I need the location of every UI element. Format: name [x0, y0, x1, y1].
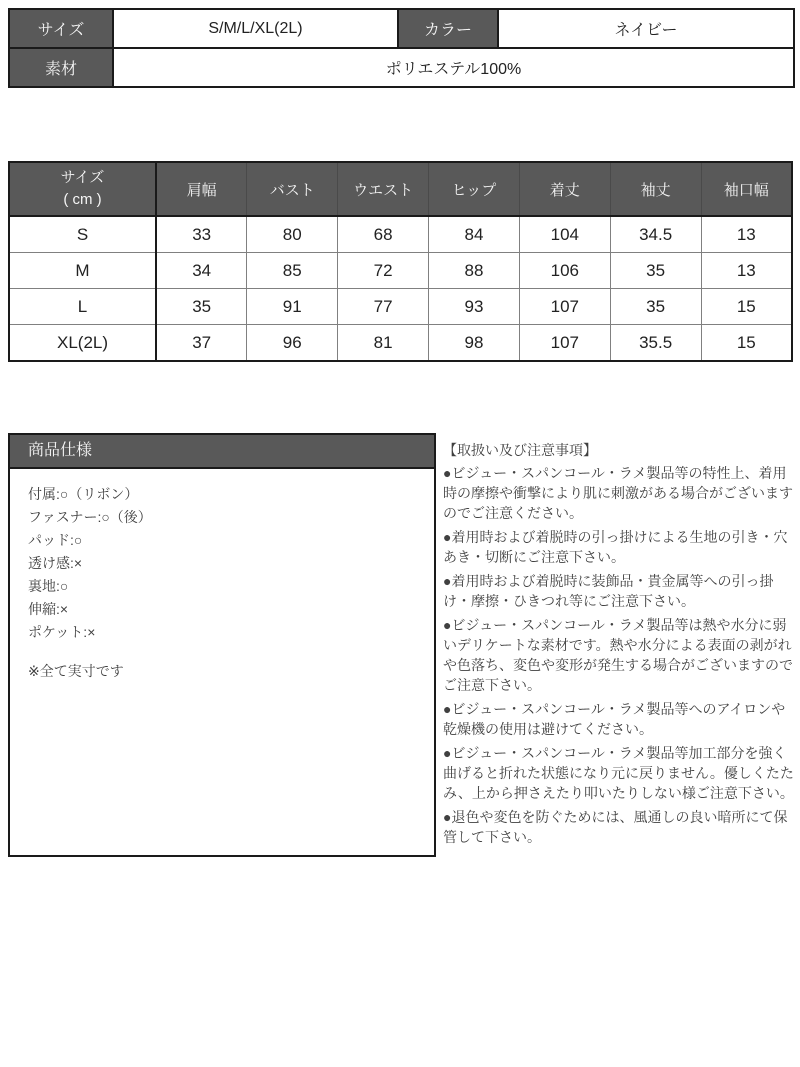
precaution-item: ●着用時および着脱時の引っ掛けによる生地の引き・穴あき・切断にご注意下さい。	[443, 529, 788, 565]
precaution-item: ●着用時および着脱時に装飾品・貴金属等への引っ掛け・摩擦・ひきつれ等にご注意下さい。	[443, 573, 774, 609]
cell: 93	[429, 289, 520, 325]
size-value-cell: S/M/L/XL(2L)	[113, 9, 398, 48]
cell: 107	[519, 289, 610, 325]
cell: 15	[701, 325, 792, 362]
size-unit-line2: ( cm )	[63, 191, 102, 208]
cell: 88	[429, 253, 520, 289]
cell: 107	[519, 325, 610, 362]
spec-item-pad: パッド:○	[28, 532, 83, 548]
header-bust: バスト	[247, 162, 338, 216]
cell: 77	[338, 289, 429, 325]
cell: 34	[156, 253, 247, 289]
color-label-cell: カラー	[398, 9, 498, 48]
cell: 91	[247, 289, 338, 325]
precaution-item: ●ビジュー・スパンコール・ラメ製品等加工部分を強く曲げると折れた状態になり元に戻りません。優しくたたみ、上から押さえたり叩いたりしない様ご注意下さい。	[443, 745, 794, 801]
product-info-table	[8, 8, 795, 88]
cell: 15	[701, 289, 792, 325]
size-unit-header-cell	[9, 162, 156, 216]
spec-item-sheerness: 透け感:×	[28, 555, 83, 571]
size-unit-line1: サイズ	[60, 169, 105, 187]
header-hip: ヒップ	[429, 162, 520, 216]
cell: 68	[338, 216, 429, 253]
cell: 106	[519, 253, 610, 289]
spec-item-pocket: ポケット:×	[28, 624, 96, 640]
precautions-title: 【取扱い及び注意事項】	[443, 442, 597, 458]
size-table-header-row	[9, 162, 792, 216]
material-value-cell: ポリエステル100%	[113, 48, 794, 87]
table-row	[9, 325, 792, 362]
cell: 98	[429, 325, 520, 362]
cell: 34.5	[610, 216, 701, 253]
spec-box-title: 商品仕様	[10, 435, 434, 469]
material-label-cell: 素材	[9, 48, 113, 87]
cell: 13	[701, 253, 792, 289]
size-xl-cell: XL(2L)	[9, 325, 156, 362]
precaution-item: ●ビジュー・スパンコール・ラメ製品等の特性上、着用時の摩擦や衝撃により肌に刺激がある場合がございますのでご注意ください。	[443, 465, 793, 521]
header-cuff-width: 袖口幅	[701, 162, 792, 216]
cell: 85	[247, 253, 338, 289]
cell: 37	[156, 325, 247, 362]
precautions-section	[443, 440, 794, 851]
cell: 104	[519, 216, 610, 253]
spec-item-stretch: 伸縮:×	[28, 601, 69, 617]
cell: 72	[338, 253, 429, 289]
size-label-cell: サイズ	[9, 9, 113, 48]
header-sleeve-length: 袖丈	[610, 162, 701, 216]
cell: 84	[429, 216, 520, 253]
spec-item-fastener: ファスナー:○（後）	[28, 509, 152, 525]
cell: 81	[338, 325, 429, 362]
size-m-cell: M	[9, 253, 156, 289]
info-row-size-color	[9, 9, 794, 48]
info-row-material	[9, 48, 794, 87]
cell: 35	[610, 253, 701, 289]
header-shoulder-width: 肩幅	[156, 162, 247, 216]
cell: 13	[701, 216, 792, 253]
table-row	[9, 253, 792, 289]
product-spec-box	[8, 433, 436, 857]
size-l-cell: L	[9, 289, 156, 325]
size-measurement-table	[8, 161, 793, 362]
size-s-cell: S	[9, 216, 156, 253]
cell: 35	[156, 289, 247, 325]
color-value-cell: ネイビー	[498, 9, 794, 48]
spec-box-body	[10, 469, 434, 697]
spec-item-lining: 裏地:○	[28, 578, 69, 594]
table-row	[9, 289, 792, 325]
precaution-item: ●ビジュー・スパンコール・ラメ製品等へのアイロンや乾燥機の使用は避けてください。	[443, 701, 786, 737]
precaution-item: ●退色や変色を防ぐためには、風通しの良い暗所にて保管して下さい。	[443, 809, 788, 845]
cell: 96	[247, 325, 338, 362]
cell: 35	[610, 289, 701, 325]
precaution-item: ●ビジュー・スパンコール・ラメ製品等は熱や水分に弱いデリケートな素材です。熱や水分による表面の剥がれや色落ち、変色や変形が発生する場合がございますのでご注意下さい。	[443, 617, 793, 693]
header-waist: ウエスト	[338, 162, 429, 216]
table-row	[9, 216, 792, 253]
cell: 33	[156, 216, 247, 253]
spec-item-accessory: 付属:○（リボン）	[28, 486, 139, 502]
cell: 80	[247, 216, 338, 253]
spec-note-actual-size: ※全て実寸です	[28, 663, 124, 679]
cell: 35.5	[610, 325, 701, 362]
header-length: 着丈	[519, 162, 610, 216]
